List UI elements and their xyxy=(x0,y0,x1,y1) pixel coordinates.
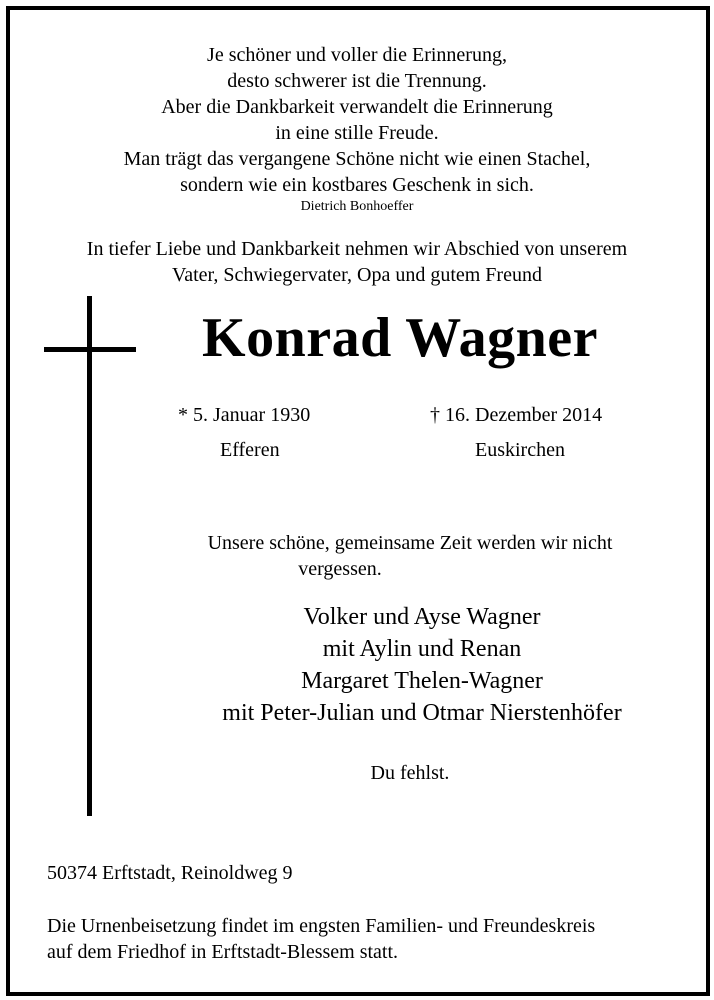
poem-line: in eine stille Freude. xyxy=(275,122,439,144)
poem-line: desto schwerer ist die Trennung. xyxy=(227,70,487,92)
poem-block xyxy=(10,42,704,222)
birth-date: * 5. Januar 1930 xyxy=(178,404,311,426)
burial-line: auf dem Friedhof in Erftstadt-Blessem statt. xyxy=(47,941,399,963)
family-line: mit Aylin und Renan xyxy=(322,636,522,662)
intro-line: In tiefer Liebe und Dankbarkeit nehmen wir Abschied von unserem xyxy=(86,238,628,260)
message-line: Unsere schöne, gemeinsame Zeit werden wir nicht xyxy=(207,532,613,554)
poem-line: Man trägt das vergangene Schöne nicht wie einen Stachel, xyxy=(123,148,591,170)
deceased-name: Konrad Wagner xyxy=(202,307,598,369)
burial-line: Die Urnenbeisetzung findet im engsten Familien- und Freundeskreis xyxy=(47,915,596,937)
cross-vertical-bar xyxy=(87,296,92,816)
poem-line: Je schöner und voller die Erinnerung, xyxy=(207,44,507,66)
cross-horizontal-bar xyxy=(44,347,136,352)
death-place: Euskirchen xyxy=(475,439,565,461)
poem-line: Aber die Dankbarkeit verwandelt die Erinnerung xyxy=(161,96,553,118)
address: 50374 Erftstadt, Reinoldweg 9 xyxy=(47,862,293,884)
closing-text: Du fehlst. xyxy=(370,762,450,784)
poem-line: sondern wie ein kostbares Geschenk in sich. xyxy=(180,174,534,196)
family-line: mit Peter-Julian und Otmar Nierstenhöfer xyxy=(222,700,622,726)
intro-line: Vater, Schwiegervater, Opa und gutem Freund xyxy=(172,264,542,286)
death-date: † 16. Dezember 2014 xyxy=(430,404,603,426)
birth-place: Efferen xyxy=(220,439,280,461)
intro-block xyxy=(10,236,704,292)
message-line: vergessen. xyxy=(298,558,382,580)
family-line: Margaret Thelen-Wagner xyxy=(301,668,543,694)
family-line: Volker und Ayse Wagner xyxy=(303,604,541,630)
poem-attribution: Dietrich Bonhoeffer xyxy=(300,199,414,214)
